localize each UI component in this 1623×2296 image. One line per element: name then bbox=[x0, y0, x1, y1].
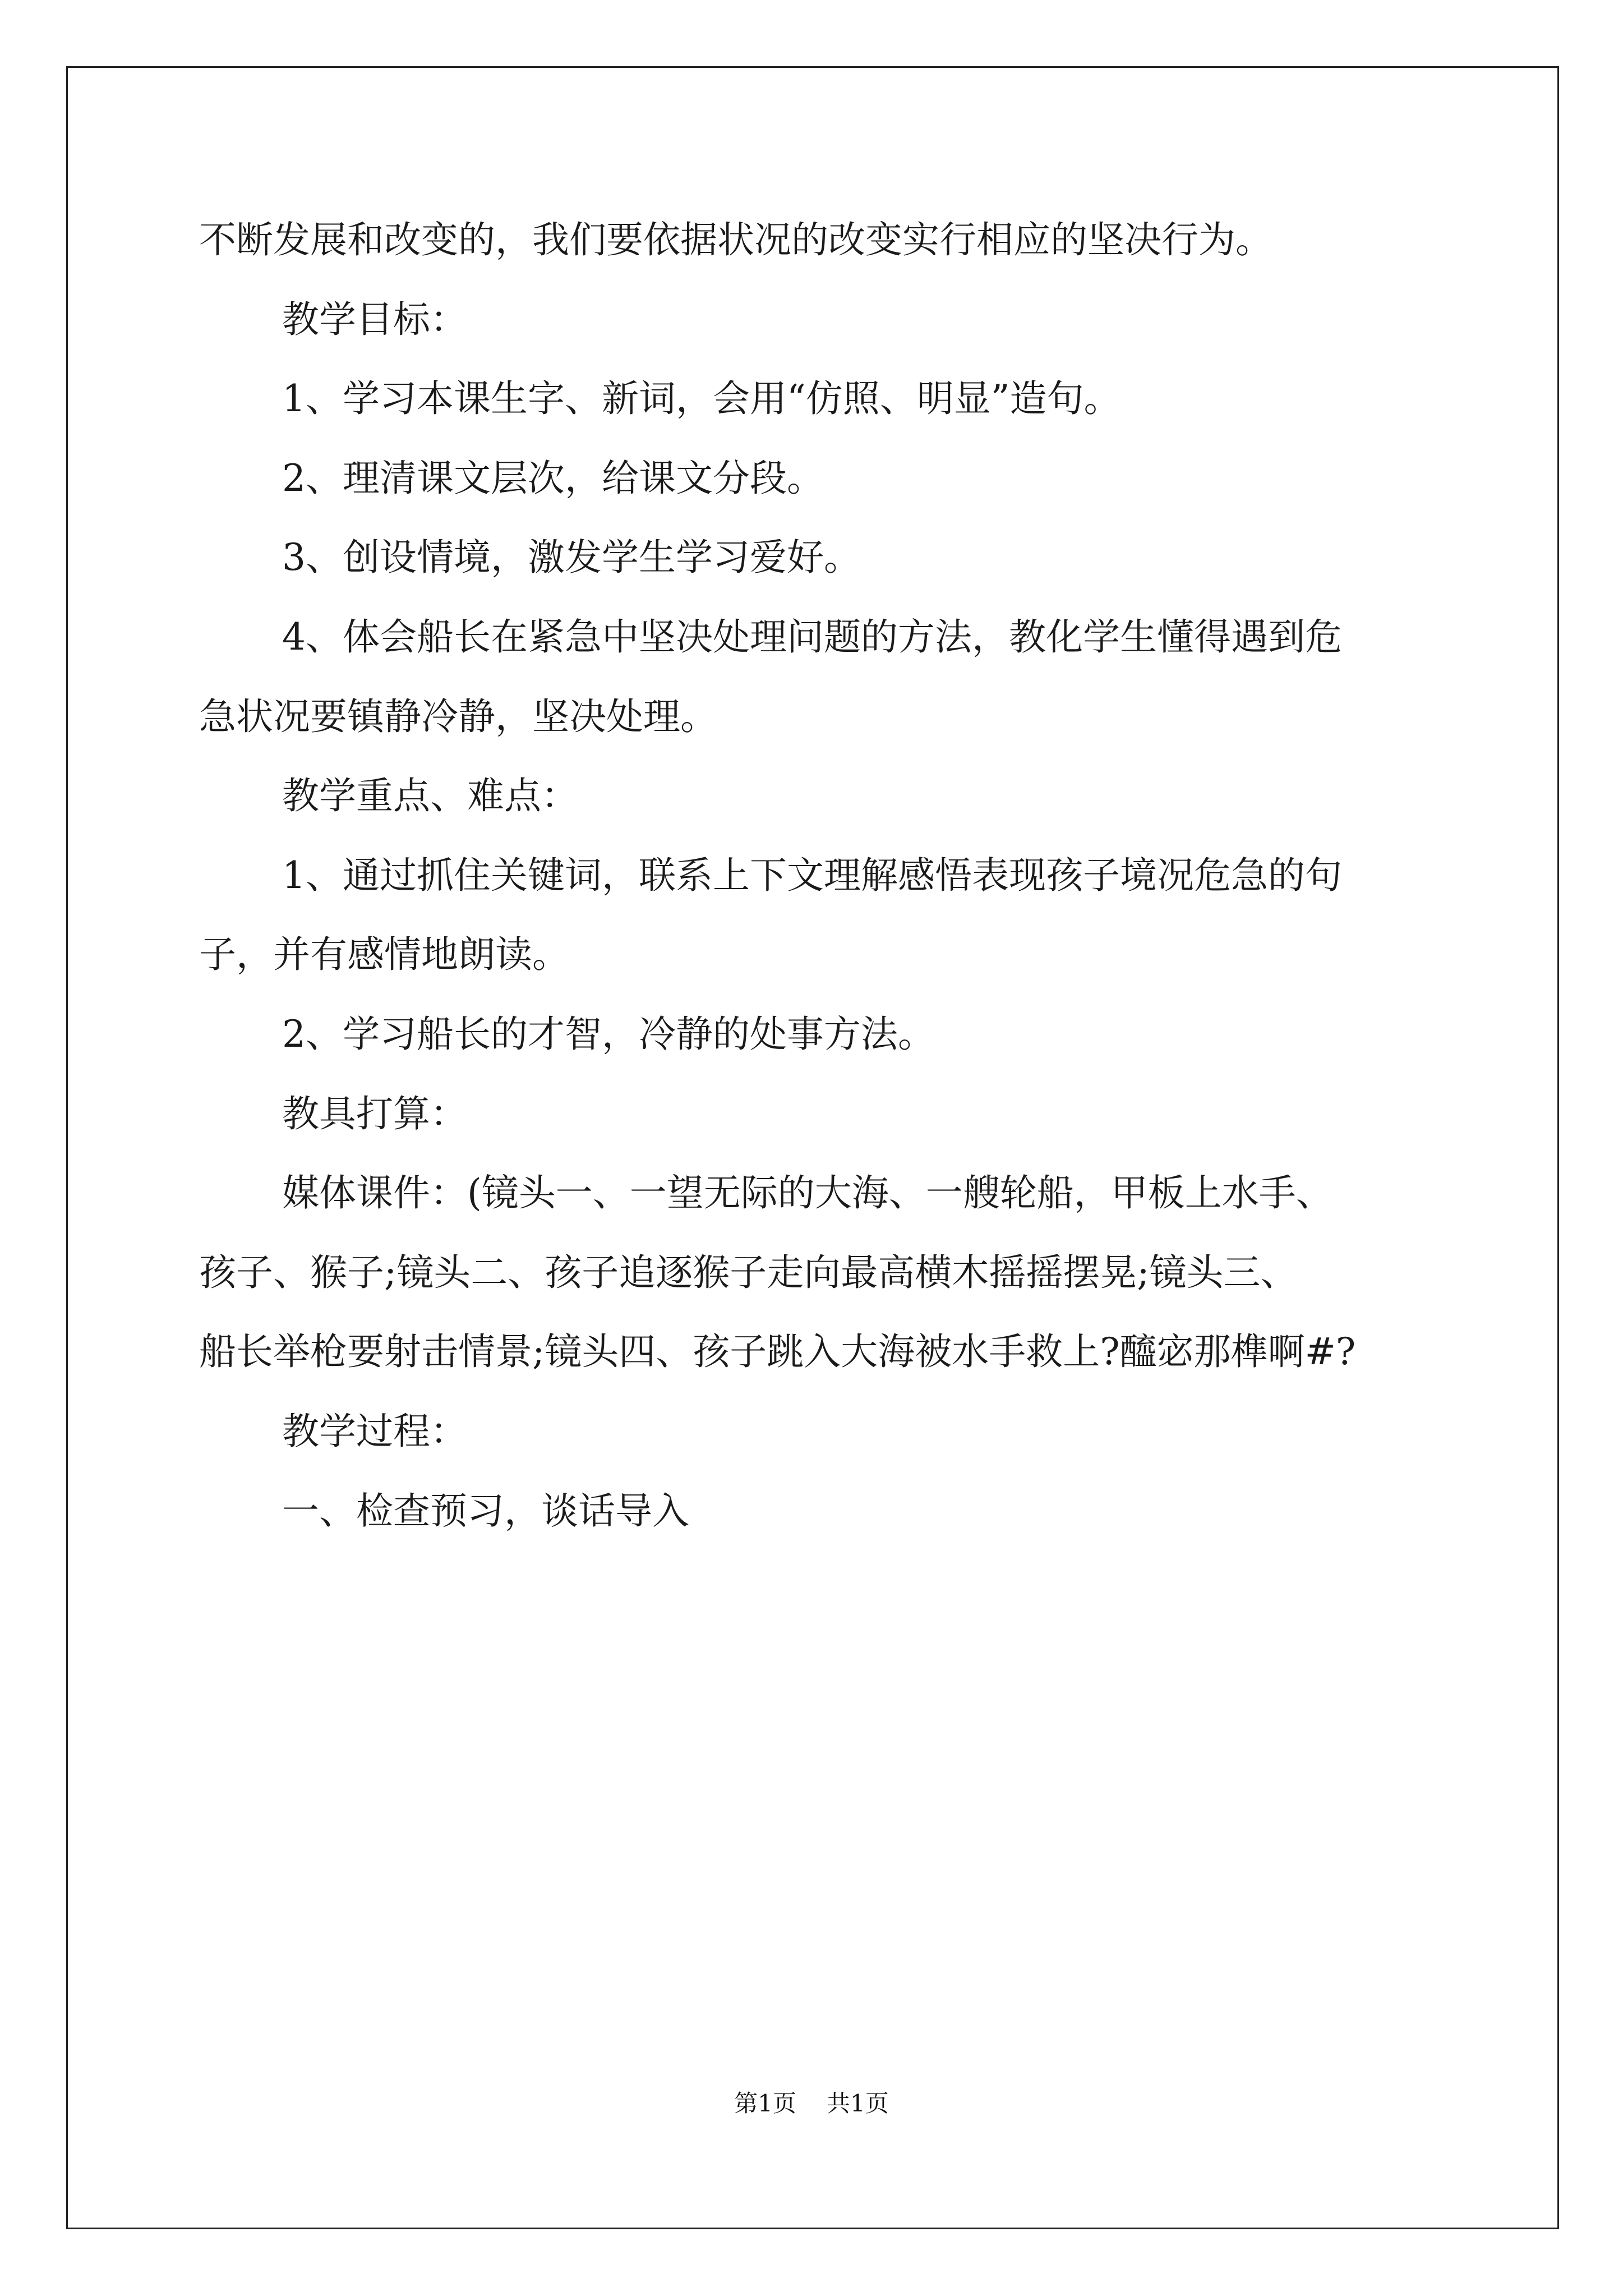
teaching-aids-line: 媒体课件：(镜头一、一望无际的大海、一艘轮船，甲板上水手、 bbox=[282, 1171, 1333, 1214]
section-heading-process: 教学过程： bbox=[282, 1410, 467, 1453]
objective-item: 2、理清课文层次，给课文分段。 bbox=[282, 457, 824, 500]
process-step: 一、检查预习，谈话导入 bbox=[282, 1489, 689, 1533]
section-heading-objectives: 教学目标： bbox=[282, 298, 467, 341]
paragraph-line: 子，并有感情地朗读。 bbox=[199, 933, 569, 976]
key-point-item: 1、通过抓住关键词，联系上下文理解感悟表现孩子境况危急的句 bbox=[282, 854, 1342, 897]
page-total: 共1页 bbox=[827, 2090, 889, 2117]
paragraph-line: 孩子、猴子;镜头二、孩子追逐猴子走向最高横木摇摇摆晃;镜头三、 bbox=[199, 1251, 1298, 1294]
objective-item: 4、体会船长在紧急中坚决处理问题的方法，教化学生懂得遇到危 bbox=[282, 615, 1342, 659]
paragraph-line: 船长举枪要射击情景;镜头四、孩子跳入大海被水手救上?醯宓那榫啊#? bbox=[199, 1330, 1356, 1373]
paragraph-line: 急状况要镇静冷静，坚决处理。 bbox=[199, 695, 717, 738]
section-heading-teaching-aids: 教具打算： bbox=[282, 1092, 467, 1135]
paragraph-line: 不断发展和改变的，我们要依据状况的改变实行相应的坚决行为。 bbox=[199, 218, 1272, 261]
key-point-item: 2、学习船长的才智，冷静的处事方法。 bbox=[282, 1013, 935, 1056]
objective-item: 3、创设情境，激发学生学习爱好。 bbox=[282, 536, 861, 579]
section-heading-key-points: 教学重点、难点： bbox=[282, 774, 578, 817]
page-footer bbox=[0, 2087, 1623, 2120]
objective-item: 1、学习本课生字、新词，会用“仿照、明显”造句。 bbox=[282, 377, 1121, 420]
page-number: 第1页 bbox=[734, 2090, 796, 2117]
